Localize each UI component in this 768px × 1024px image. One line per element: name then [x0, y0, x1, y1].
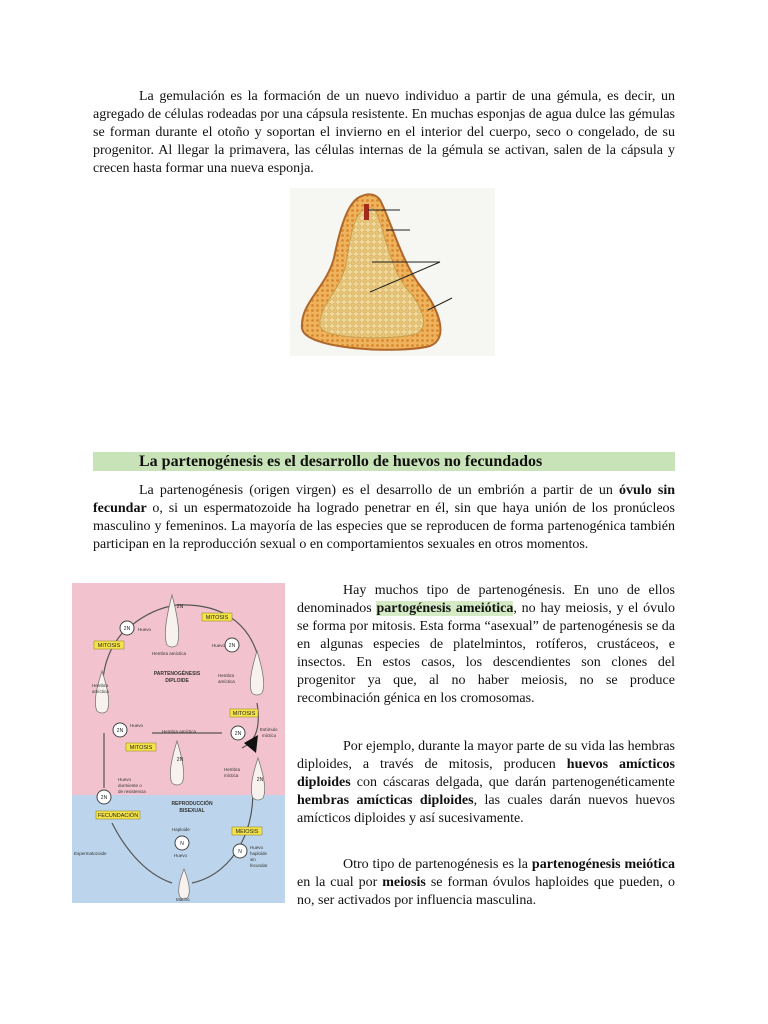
- text-run: Hay muchos tipo de partenogénesis. En uno de ellos denominados: [297, 583, 675, 616]
- haploid-label: Haploide: [172, 827, 190, 832]
- egg-label: Huevo: [130, 723, 144, 728]
- bold-term: óvulo sin fecundar: [93, 483, 675, 516]
- parthenogenesis-cycle-diagram: [72, 583, 285, 903]
- bold-term: huevos amícticos diploides: [297, 757, 676, 790]
- unfertilized-egg-label: fecundar: [250, 863, 268, 868]
- amictic-female-label: Hembra amíctica: [152, 651, 187, 656]
- text-run: en la cual por: [297, 875, 383, 890]
- amictic-female-label: Hembra amíctica: [162, 729, 197, 734]
- amictic-female-label: Hembra: [92, 683, 109, 688]
- resting-egg-label: durmiente o: [118, 783, 142, 788]
- amictic-female-label: amíctica: [92, 689, 109, 694]
- ploidy-label: 2N: [123, 626, 131, 632]
- text-run: Por ejemplo, durante la mayor parte de su vida las hembras diploides, a través de mitosis, producen: [297, 739, 675, 772]
- mictic-female-label: Hembra: [224, 767, 241, 772]
- ploidy-label: 2N: [228, 643, 236, 649]
- diploid-parthenogenesis-label: DIPLOIDE: [165, 678, 189, 684]
- sperm-label: Espermatozoide: [74, 851, 107, 856]
- example-paragraph: [297, 738, 675, 828]
- section-heading-text: La partenogénesis es el desarrollo de huevos no fecundados: [139, 453, 543, 470]
- parthenogenesis-intro-paragraph: [93, 482, 675, 554]
- meiosis-tag: MEIOSIS: [235, 829, 259, 835]
- gemule-illustration: [290, 188, 495, 356]
- egg-label: Huevo: [138, 627, 152, 632]
- mictic-female-label: míctica: [224, 773, 239, 778]
- text-run: La partenogénesis (origen virgen) es el desarrollo de un embrión a partir de un: [139, 483, 620, 498]
- gemule-drawing: [290, 188, 495, 356]
- egg-label: Huevo: [174, 853, 188, 858]
- meiotic-paragraph: [297, 856, 675, 910]
- ameiotic-paragraph: [297, 582, 675, 708]
- ploidy-label: 2N: [100, 795, 108, 801]
- mitosis-tag: MITOSIS: [97, 643, 121, 649]
- diploid-parthenogenesis-label: PARTENOGÉNESIS: [153, 671, 201, 677]
- mitosis-tag: MITOSIS: [129, 745, 153, 751]
- text-run: , las cuales darán nuevos huevos amícticos diploides y así sucesivamente.: [297, 793, 675, 826]
- section-heading: [93, 452, 675, 471]
- stimulus-label: míctico: [262, 733, 277, 738]
- amictic-female-label: Hembra: [218, 673, 235, 678]
- micropyle-marker: [364, 204, 369, 220]
- text-run: con cáscaras delgada, que darán partenogenéticamente: [350, 775, 675, 790]
- unfertilized-egg-label: haploide: [250, 851, 268, 856]
- ploidy-label: 2N: [256, 777, 264, 783]
- ploidy-label: N: [238, 849, 242, 855]
- resting-egg-label: de resistencia: [118, 789, 146, 794]
- amictic-female-label: amíctica: [218, 679, 235, 684]
- bold-term: meiosis: [382, 875, 426, 890]
- text-run: se forman óvulos haploides que pueden, o no, ser activados por influencia masculina.: [297, 875, 675, 908]
- gemulation-paragraph: La gemulación es la formación de un nuevo individuo a partir de una gémula, es decir, un agregado de células rodeadas por una cápsula resistente. En muchas esponjas de agua dulce las gémulas se forman durante el otoño y soportan el invierno en el interior del cuerpo, seco o congelado, de su progenitor. Al llegar la primavera, las células internas de la gémula se activan, salen de la cápsula y crecen hasta formar una nueva esponja.: [93, 89, 675, 176]
- text-run: , no hay meiosis, y el óvulo se forma por mitosis. Esta forma “asexual” de partenogénesis se da en algunas especies de platelmintos, rotíferos, crustáceos, e insectos. En estos casos, los descendientes son clones del progenitor ya que, al no haber meiosis, no se produce recombinación génica en los cromosomas.: [297, 601, 675, 706]
- stimulus-label: Estímulo: [260, 727, 278, 732]
- egg-label: Huevo: [212, 643, 226, 648]
- ploidy-label: N: [180, 841, 184, 847]
- ploidy-label: 2N: [176, 757, 184, 763]
- mitosis-tag: MITOSIS: [205, 615, 229, 621]
- bold-term: partenogénesis meiótica: [531, 857, 675, 872]
- male-label: Macho: [176, 897, 190, 902]
- bisexual-reproduction-label: REPRODUCCIÓN: [171, 801, 213, 807]
- mitosis-tag: MITOSIS: [232, 711, 256, 717]
- ploidy-label: 2N: [116, 728, 124, 734]
- ploidy-label: 2N: [176, 604, 184, 610]
- fecundation-tag: FECUNDACIÓN: [97, 813, 139, 819]
- text-run: o, si un espermatozoide ha logrado penetrar en él, sin que haya unión de los pronúcleos masculino y femeninos. La mayoría de las especies que se reproducen de forma partenogénica también participan en la reproducción sexual o en comportamientos sexuales en otros momentos.: [93, 501, 675, 552]
- bold-term: hembras amícticas diploides: [297, 793, 474, 808]
- text-run: Otro tipo de partenogénesis es la: [343, 857, 532, 872]
- ploidy-label: 2N: [234, 731, 242, 737]
- cycle-drawing: [72, 583, 285, 903]
- resting-egg-label: Huevo: [118, 777, 132, 782]
- highlighted-term: partogénesis ameiótica: [376, 601, 514, 616]
- unfertilized-egg-label: sin: [250, 857, 256, 862]
- unfertilized-egg-label: Huevo: [250, 845, 264, 850]
- bisexual-reproduction-label: BISEXUAL: [179, 808, 205, 814]
